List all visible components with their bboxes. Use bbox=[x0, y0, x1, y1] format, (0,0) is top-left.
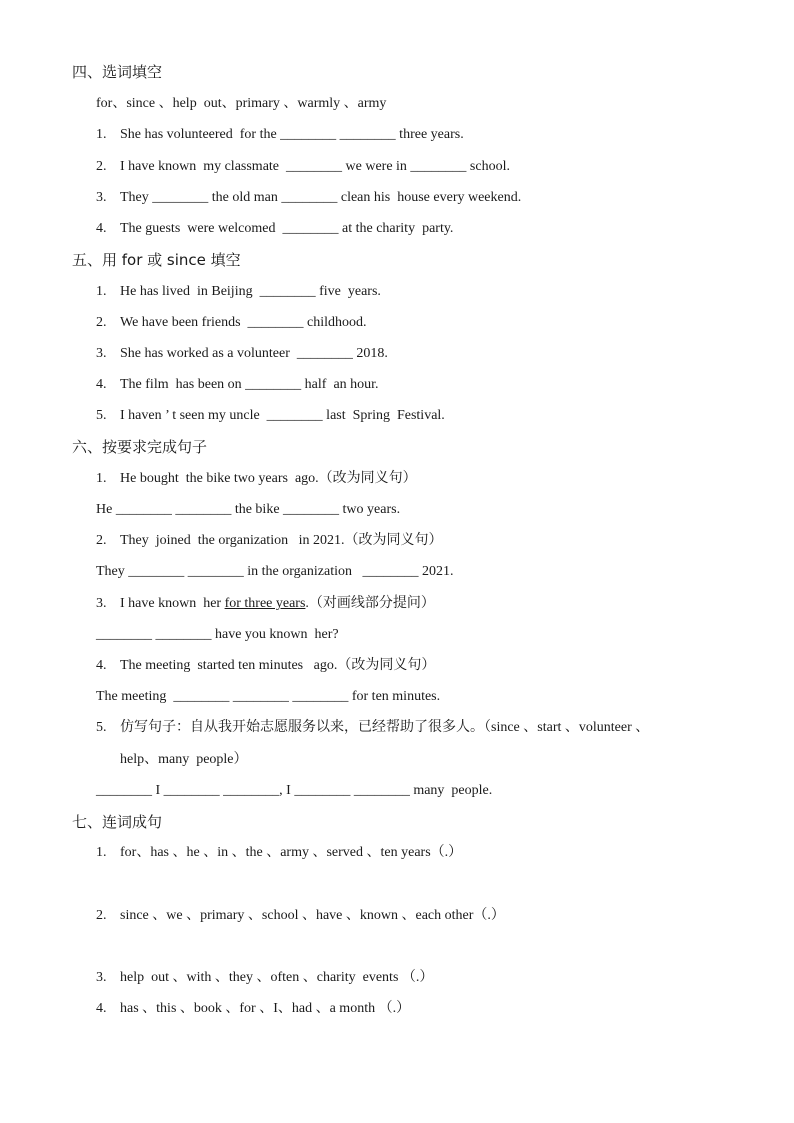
question-5-4 bbox=[96, 376, 379, 394]
section-heading-4: 四、选词填空 bbox=[72, 63, 163, 81]
question-6-1 bbox=[96, 470, 417, 488]
question-6-5-continued: help、many people） bbox=[120, 752, 248, 767]
question-text: They joined the organization in 2021.（改为同义句） bbox=[120, 533, 443, 548]
answer-line-6-4: The meeting ________ ________ ________ for ten minutes. bbox=[96, 689, 441, 704]
question-number: 4. bbox=[96, 377, 107, 392]
question-number: 4. bbox=[96, 221, 107, 236]
question-4-4 bbox=[96, 220, 453, 238]
question-number: 1. bbox=[96, 845, 107, 860]
question-number: 4. bbox=[96, 1001, 107, 1016]
question-7-1 bbox=[96, 844, 462, 862]
question-number: 2. bbox=[96, 533, 107, 548]
question-5-2 bbox=[96, 314, 367, 332]
question-number: 5. bbox=[96, 408, 107, 423]
question-4-1 bbox=[96, 126, 464, 144]
section-heading-6: 六、按要求完成句子 bbox=[72, 438, 208, 456]
question-text: I haven ’ t seen my uncle ________ last Spring Festival. bbox=[120, 408, 445, 423]
question-text: The film has been on ________ half an hour. bbox=[120, 377, 379, 392]
question-4-2 bbox=[96, 158, 510, 176]
question-7-4 bbox=[96, 1000, 410, 1018]
section-heading-7: 七、连词成句 bbox=[72, 813, 163, 831]
question-text-pre: I have known her bbox=[120, 596, 225, 611]
question-text: They ________ the old man ________ clean his house every weekend. bbox=[120, 190, 522, 205]
question-number: 3. bbox=[96, 190, 107, 205]
question-number: 5. bbox=[96, 720, 107, 735]
question-7-2 bbox=[96, 907, 505, 925]
question-number: 3. bbox=[96, 596, 107, 611]
question-number: 1. bbox=[96, 284, 107, 299]
question-number: 3. bbox=[96, 346, 107, 361]
question-6-2 bbox=[96, 532, 442, 550]
question-text: I have known my classmate ________ we were in ________ school. bbox=[120, 159, 510, 174]
question-text: She has volunteered for the ________ ________ three years. bbox=[120, 127, 464, 142]
question-number: 3. bbox=[96, 970, 107, 985]
question-6-4 bbox=[96, 657, 435, 675]
question-number: 4. bbox=[96, 658, 107, 673]
answer-line-6-1: He ________ ________ the bike ________ two years. bbox=[96, 502, 401, 517]
question-text: since 、we 、primary 、school 、have 、known 、each other（.） bbox=[120, 908, 505, 923]
question-text: He has lived in Beijing ________ five years. bbox=[120, 284, 381, 299]
question-number: 1. bbox=[96, 127, 107, 142]
question-number: 2. bbox=[96, 159, 107, 174]
question-7-3 bbox=[96, 969, 433, 987]
question-text: She has worked as a volunteer ________ 2018. bbox=[120, 346, 388, 361]
answer-line-6-2: They ________ ________ in the organization ________ 2021. bbox=[96, 564, 454, 579]
question-6-5 bbox=[96, 719, 649, 737]
question-text-post: .（对画线部分提问） bbox=[305, 596, 435, 611]
question-5-3 bbox=[96, 345, 388, 363]
question-5-1 bbox=[96, 283, 381, 301]
question-number: 2. bbox=[96, 908, 107, 923]
question-number: 1. bbox=[96, 471, 107, 486]
question-number: 2. bbox=[96, 315, 107, 330]
question-text: for、has 、he 、in 、the 、army 、served 、ten years（.） bbox=[120, 845, 463, 860]
underlined-phrase: for three years bbox=[224, 596, 306, 611]
question-text: The meeting started ten minutes ago.（改为同义句） bbox=[120, 658, 436, 673]
question-text: help out 、with 、they 、often 、charity events （.） bbox=[120, 970, 434, 985]
question-text: We have been friends ________ childhood. bbox=[120, 315, 367, 330]
question-6-3 bbox=[96, 595, 435, 613]
word-bank: for、since 、help out、primary 、warmly 、army bbox=[96, 96, 387, 111]
answer-line-6-5: ________ I ________ ________, I ________ ________ many people. bbox=[96, 783, 493, 798]
question-text: He bought the bike two years ago.（改为同义句） bbox=[120, 471, 417, 486]
answer-line-6-3: ________ ________ have you known her? bbox=[96, 627, 339, 642]
question-4-3 bbox=[96, 189, 521, 207]
question-text: has 、this 、book 、for 、I、had 、a month （.） bbox=[120, 1001, 411, 1016]
question-5-5 bbox=[96, 407, 445, 425]
question-text: 仿写句子：自从我开始志愿服务以来，已经帮助了很多人。（since 、start 、volunteer 、 bbox=[120, 720, 650, 735]
question-text: The guests were welcomed ________ at the charity party. bbox=[120, 221, 454, 236]
section-heading-5: 五、用 for 或 since 填空 bbox=[72, 251, 241, 269]
